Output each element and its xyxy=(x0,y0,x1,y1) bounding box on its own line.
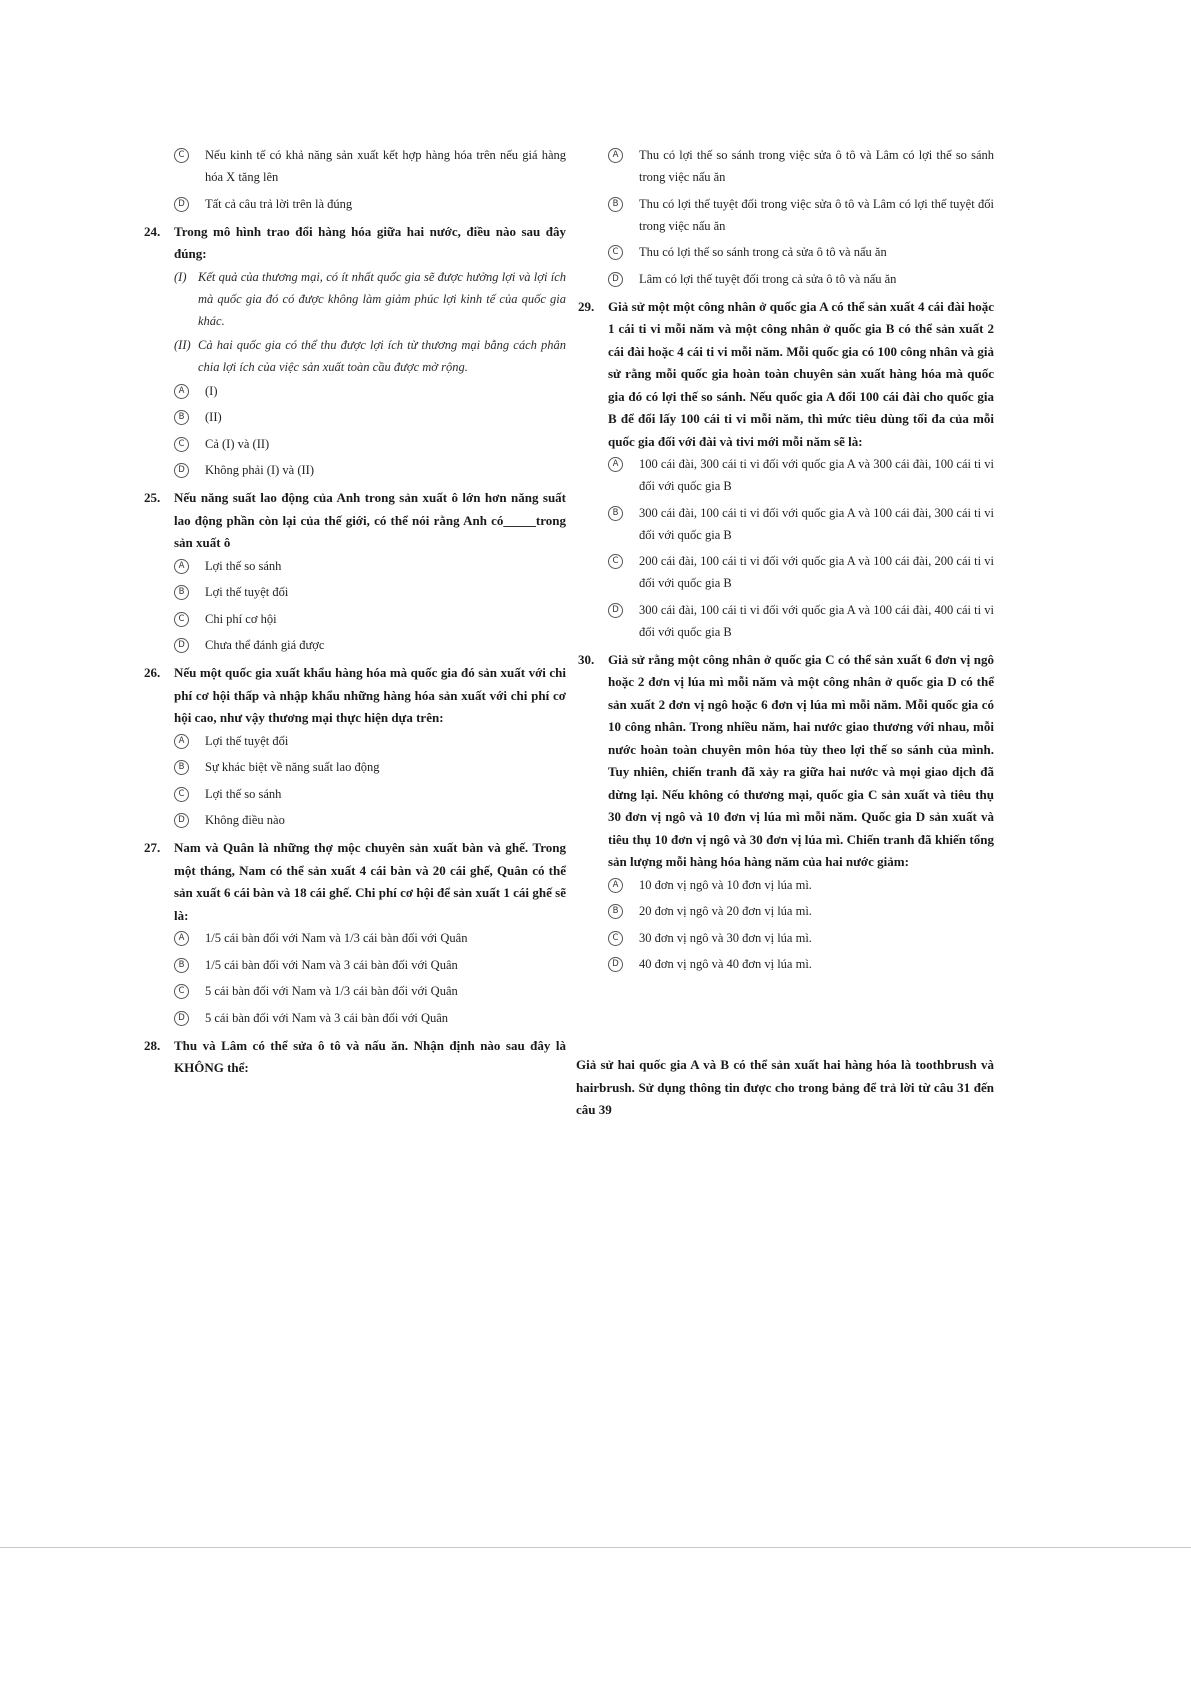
question-stem xyxy=(142,1035,566,1080)
answer-option xyxy=(142,809,566,831)
statement xyxy=(142,266,566,332)
option-text: 20 đơn vị ngô và 20 đơn vị lúa mì. xyxy=(639,904,812,918)
option-letter-badge: C xyxy=(174,437,189,452)
answer-option xyxy=(142,634,566,656)
question-25 xyxy=(142,487,566,656)
answer-option xyxy=(576,193,994,237)
option-letter-badge: A xyxy=(174,384,189,399)
option-text: 1/5 cái bàn đối với Nam và 1/3 cái bàn đối với Quân xyxy=(205,931,468,945)
questions-31-39-intro: Giả sử hai quốc gia A và B có thể sản xuất hai hàng hóa là toothbrush và hairbrush. Sử dụng thông tin được cho trong bảng để trả lời từ câu 31 đến câu 39 xyxy=(576,1057,994,1117)
option-text: Thu có lợi thế tuyệt đối trong việc sửa ô tô và Lâm có lợi thế tuyệt đối trong việc nấu ăn xyxy=(639,196,994,233)
q28-options xyxy=(576,144,994,290)
option-text: Cả (I) và (II) xyxy=(205,436,270,451)
option-text: (I) xyxy=(205,383,218,398)
option-text: 5 cái bàn đối với Nam và 1/3 cái bàn đối với Quân xyxy=(205,984,458,998)
page-footer-divider xyxy=(0,1547,1191,1548)
statement-mark: (II) xyxy=(174,337,191,352)
option-text: (II) xyxy=(205,410,222,424)
right-column xyxy=(576,144,994,981)
option-letter-badge: C xyxy=(608,931,623,946)
option-text: Nếu kinh tế có khả năng sản xuất kết hợp hàng hóa trên nếu giá hàng hóa X tăng lên xyxy=(205,148,566,184)
answer-option xyxy=(142,730,566,752)
option-letter-badge: B xyxy=(608,197,623,212)
option-text: 10 đơn vị ngô và 10 đơn vị lúa mì. xyxy=(639,877,812,892)
answer-option xyxy=(142,608,566,630)
option-letter-badge: B xyxy=(174,410,189,425)
question-28 xyxy=(142,1035,566,1080)
option-text: Sự khác biệt về năng suất lao động xyxy=(205,760,380,774)
question-text: Nếu năng suất lao động của Anh trong sản xuất ô lớn hơn năng suất lao động phần còn lại của thế giới, có thể nói rằng Anh có_____trong sản xuất ô xyxy=(174,490,566,550)
option-text: Chi phí cơ hội xyxy=(205,611,277,626)
option-text: Lợi thế tuyệt đối xyxy=(205,733,289,748)
option-letter-badge: D xyxy=(608,272,623,287)
option-letter-badge: A xyxy=(174,931,189,946)
answer-option xyxy=(576,927,994,949)
answer-option xyxy=(576,268,994,290)
option-text: 1/5 cái bàn đối với Nam và 3 cái bàn đối với Quân xyxy=(205,957,458,972)
option-letter-badge: A xyxy=(608,878,623,893)
option-letter-badge: A xyxy=(608,148,623,163)
answer-option xyxy=(576,900,994,922)
option-text: 30 đơn vị ngô và 30 đơn vị lúa mì. xyxy=(639,930,812,945)
answer-option xyxy=(576,953,994,975)
statement-mark: (I) xyxy=(174,269,187,284)
option-letter-badge: D xyxy=(174,463,189,478)
option-text: 40 đơn vị ngô và 40 đơn vị lúa mì. xyxy=(639,957,812,971)
answer-option xyxy=(576,241,994,263)
answer-option xyxy=(142,144,566,188)
option-letter-badge: A xyxy=(174,559,189,574)
question-26 xyxy=(142,662,566,831)
option-letter-badge: B xyxy=(174,760,189,775)
option-text: 300 cái đài, 100 cái ti vi đối với quốc gia A và 100 cái đài, 300 cái ti vi đối với quốc gia B xyxy=(639,505,994,542)
option-text: 100 cái đài, 300 cái ti vi đối với quốc gia A và 300 cái đài, 100 cái ti vi đối với quốc gia B xyxy=(639,457,994,493)
option-text: Thu có lợi thế so sánh trong cả sửa ô tô và nấu ăn xyxy=(639,245,887,259)
question-stem xyxy=(576,649,994,874)
statement-text: Kết quả của thương mại, có ít nhất quốc gia sẽ được hưởng lợi và lợi ích mà quốc gia đó có được không làm giảm phúc lợi kinh tế của quốc gia khác. xyxy=(198,269,566,328)
question-24 xyxy=(142,221,566,482)
answer-option xyxy=(576,874,994,896)
question-text: Nếu một quốc gia xuất khẩu hàng hóa mà quốc gia đó sản xuất với chi phí cơ hội thấp và nhập khẩu những hàng hóa sản xuất với chi phí cơ hội cao, như vậy thương mại thực hiện dựa trên: xyxy=(174,665,566,725)
answer-option xyxy=(142,406,566,428)
option-letter-badge: C xyxy=(174,148,189,163)
option-text: 5 cái bàn đối với Nam và 3 cái bàn đối với Quân xyxy=(205,1010,449,1025)
option-text: Không phải (I) và (II) xyxy=(205,463,314,477)
answer-option xyxy=(142,927,566,949)
answer-option xyxy=(142,380,566,402)
option-letter-badge: C xyxy=(608,245,623,260)
question-text: Nam và Quân là những thợ mộc chuyên sản xuất bàn và ghế. Trong một tháng, Nam có thể sản xuất 4 cái bàn và 20 cái ghế, Quân có thể sản xuất 6 cái bàn và 18 cái ghế. Chi phí cơ hội để sản xuất 1 cái ghế sẽ là: xyxy=(174,840,566,923)
question-stem xyxy=(142,487,566,555)
answer-option xyxy=(576,599,994,643)
answer-option xyxy=(576,502,994,546)
question-27 xyxy=(142,837,566,1029)
option-letter-badge: B xyxy=(608,904,623,919)
option-letter-badge: D xyxy=(608,603,623,618)
answer-option xyxy=(576,144,994,188)
question-number: 24. xyxy=(144,223,161,239)
question-stem xyxy=(142,221,566,266)
option-text: Lâm có lợi thế tuyệt đối trong cả sửa ô tô và nấu ăn xyxy=(639,271,897,286)
q23-tail-options xyxy=(142,144,566,215)
option-letter-badge: D xyxy=(174,638,189,653)
question-stem xyxy=(142,837,566,927)
option-letter-badge: A xyxy=(608,457,623,472)
question-stem xyxy=(576,296,994,454)
question-text: Trong mô hình trao đổi hàng hóa giữa hai nước, điều nào sau đây đúng: xyxy=(174,223,566,261)
option-text: Lợi thế so sánh xyxy=(205,558,282,573)
option-text: Tất cả câu trả lời trên là đúng xyxy=(205,196,353,211)
question-number: 28. xyxy=(144,1037,161,1053)
answer-option xyxy=(576,550,994,594)
question-number: 26. xyxy=(144,665,161,680)
option-letter-badge: C xyxy=(608,554,623,569)
option-text: Lợi thế so sánh xyxy=(205,786,282,801)
option-text: Lợi thế tuyệt đối xyxy=(205,585,289,599)
option-letter-badge: C xyxy=(174,612,189,627)
question-text: Giả sử một một công nhân ở quốc gia A có thể sản xuất 4 cái đài hoặc 1 cái ti vi mỗi năm và một công nhân ở quốc gia B có thể sản xuất 2 cái đài hoặc 4 cái ti vi mỗi năm. Mỗi quốc gia có 100 công nhân và giả sử rằng mỗi quốc gia hoàn toàn chuyên sản xuất hàng hóa mà quốc gia đó có lợi thế so sánh. Nếu quốc gia A đổi 100 cái đài cho quốc gia B để đổi lấy 100 cái ti vi mỗi năm, thì mức tiêu dùng tối đa của mỗi quốc gia đối với đài và tivi mới mỗi năm sẽ là: xyxy=(608,298,994,449)
option-letter-badge: B xyxy=(608,506,623,521)
question-number: 30. xyxy=(578,651,595,667)
answer-option xyxy=(142,433,566,455)
answer-option xyxy=(142,459,566,481)
answer-option xyxy=(142,193,566,215)
answer-option xyxy=(142,783,566,805)
question-number: 27. xyxy=(144,840,161,855)
option-letter-badge: B xyxy=(174,585,189,600)
answer-option xyxy=(142,954,566,976)
option-text: Không điều nào xyxy=(205,813,285,827)
answer-option xyxy=(142,555,566,577)
answer-option xyxy=(576,453,994,497)
option-text: 200 cái đài, 100 cái ti vi đối với quốc gia A và 100 cái đài, 200 cái ti vi đối với quốc gia B xyxy=(639,554,994,590)
option-text: Thu có lợi thế so sánh trong việc sửa ô tô và Lâm có lợi thế so sánh trong việc nấu ăn xyxy=(639,148,994,184)
left-column xyxy=(142,144,566,1086)
option-letter-badge: C xyxy=(174,787,189,802)
question-30 xyxy=(576,649,994,976)
question-number: 29. xyxy=(578,298,595,314)
answer-option xyxy=(142,1007,566,1029)
option-letter-badge: A xyxy=(174,734,189,749)
option-letter-badge: C xyxy=(174,984,189,999)
option-letter-badge: D xyxy=(174,1011,189,1026)
question-text: Giả sử rằng một công nhân ở quốc gia C có thể sản xuất 6 đơn vị ngô hoặc 2 đơn vị lúa mì mỗi năm và một công nhân ở quốc gia D có thể sản xuất 2 đơn vị ngô hoặc 6 đơn vị lúa mì mỗi năm. Mỗi quốc gia có 10 công nhân. Trong nhiều năm, hai nước giao thương với nhau, mỗi nước hoàn toàn chuyên môn hóa tùy theo lợi thế so sánh của mình. Tuy nhiên, chiến tranh đã xảy ra giữa hai nước và mọi giao dịch đã dừng lại. Nếu không có thương mại, quốc gia C sản xuất và tiêu thụ 30 đơn vị ngô và 10 đơn vị lúa mì mỗi năm. Quốc gia D sản xuất và tiêu thụ 10 đơn vị ngô và 30 đơn vị lúa mì. Chiến tranh đã khiến tổng sản lượng mỗi hàng hóa hàng năm của hai nước giảm: xyxy=(608,651,994,869)
question-29 xyxy=(576,296,994,643)
option-letter-badge: D xyxy=(608,957,623,972)
option-letter-badge: D xyxy=(174,197,189,212)
statement-text: Cả hai quốc gia có thể thu được lợi ích từ thương mại bằng cách phân chia lợi ích của việc sản xuất toàn cầu được mở rộng. xyxy=(198,337,566,374)
option-text: Chưa thể đánh giá được xyxy=(205,638,325,652)
statement xyxy=(142,334,566,378)
option-letter-badge: D xyxy=(174,813,189,828)
option-letter-badge: B xyxy=(174,958,189,973)
question-number: 25. xyxy=(144,490,161,505)
answer-option xyxy=(142,980,566,1002)
answer-option xyxy=(142,581,566,603)
answer-option xyxy=(142,756,566,778)
question-stem xyxy=(142,662,566,730)
option-text: 300 cái đài, 100 cái ti vi đối với quốc gia A và 100 cái đài, 400 cái ti vi đối với quốc gia B xyxy=(639,602,994,639)
question-text: Thu và Lâm có thể sửa ô tô và nấu ăn. Nhận định nào sau đây là KHÔNG thể: xyxy=(174,1037,566,1075)
